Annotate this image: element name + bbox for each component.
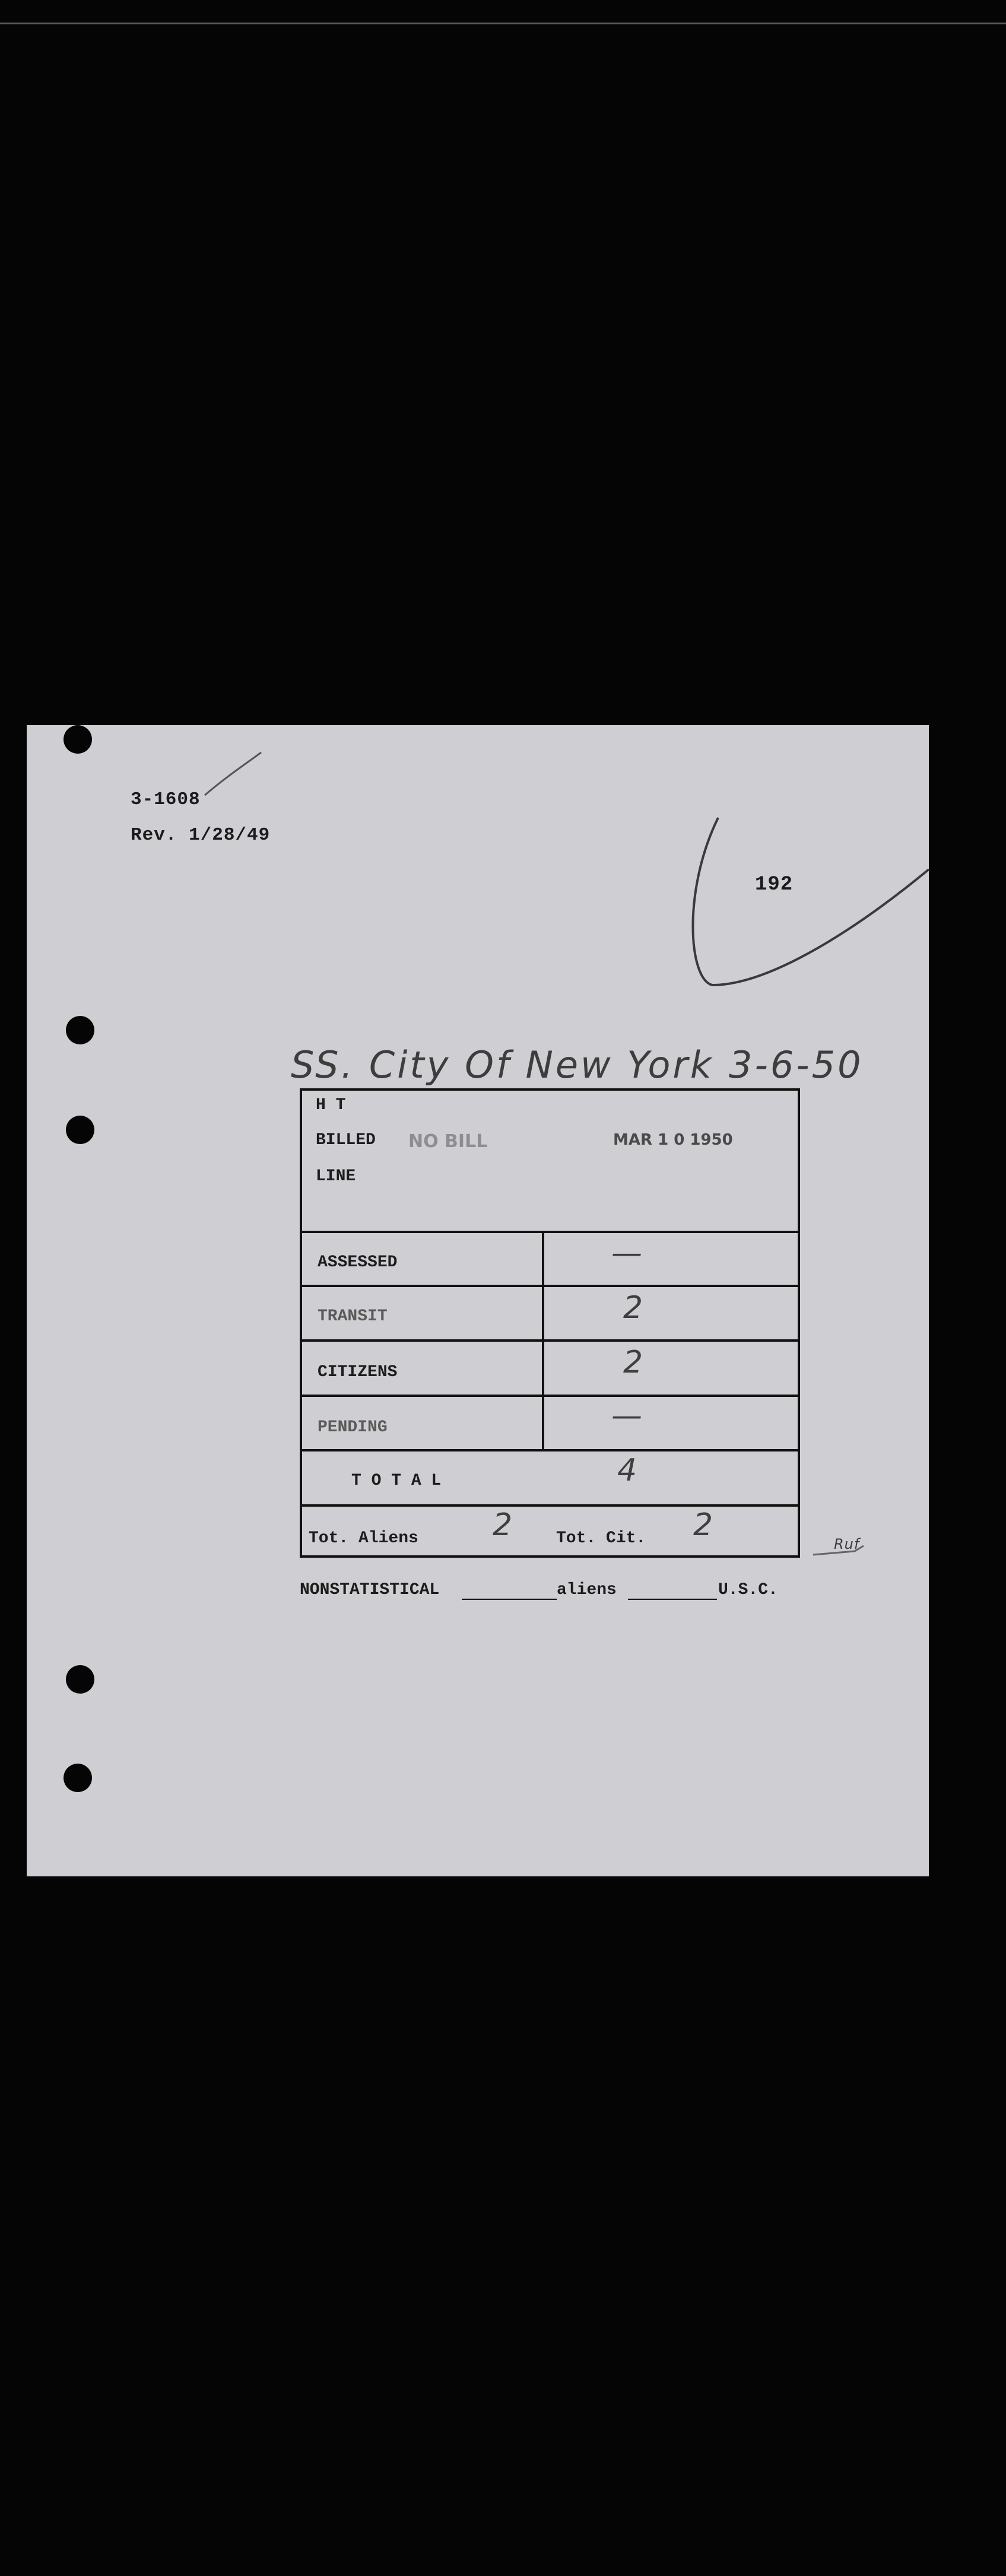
nonstatistical-label: NONSTATISTICAL [300, 1581, 440, 1599]
total-label: T O T A L [351, 1472, 442, 1490]
no-bill-stamp: NO BILL [408, 1131, 488, 1152]
rule [300, 1395, 800, 1397]
ht-label: H T [316, 1096, 346, 1114]
form-number: 3-1608 [131, 789, 201, 810]
check-mark [205, 752, 261, 795]
rule [300, 1339, 800, 1342]
revision-date: Rev. 1/28/49 [131, 825, 271, 846]
row-label: PENDING [318, 1418, 388, 1437]
row-value: 2 [623, 1345, 643, 1380]
row-label: CITIZENS [318, 1363, 398, 1381]
side-initials: Ruf [834, 1536, 860, 1552]
rule [300, 1449, 800, 1451]
row-value: — [611, 1398, 642, 1434]
total-value: 4 [617, 1453, 637, 1488]
row-label: TRANSIT [318, 1307, 388, 1326]
line-label: LINE [316, 1167, 356, 1186]
row-value: 2 [623, 1290, 643, 1326]
aliens-label: aliens [557, 1581, 617, 1599]
rule [300, 1285, 800, 1287]
page-number: 192 [755, 874, 794, 896]
column-divider [542, 1231, 544, 1451]
handwritten-date: 3-6-50 [729, 1043, 864, 1087]
tot-cit-label: Tot. Cit. [556, 1529, 646, 1548]
blank-line [462, 1599, 557, 1600]
billed-label: BILLED [316, 1131, 376, 1149]
row-label: ASSESSED [318, 1253, 398, 1272]
tot-cit-value: 2 [693, 1507, 713, 1543]
curved-line [693, 818, 929, 985]
row-value: — [611, 1235, 642, 1271]
blank-line [628, 1599, 717, 1600]
usc-label: U.S.C. [718, 1581, 778, 1599]
vessel-name: SS. City Of New York [291, 1043, 714, 1087]
date-stamp: MAR 1 0 1950 [613, 1131, 733, 1149]
tot-aliens-label: Tot. Aliens [309, 1529, 418, 1548]
rule [300, 1231, 800, 1233]
rule [300, 1504, 800, 1507]
tot-aliens-value: 2 [493, 1507, 513, 1543]
